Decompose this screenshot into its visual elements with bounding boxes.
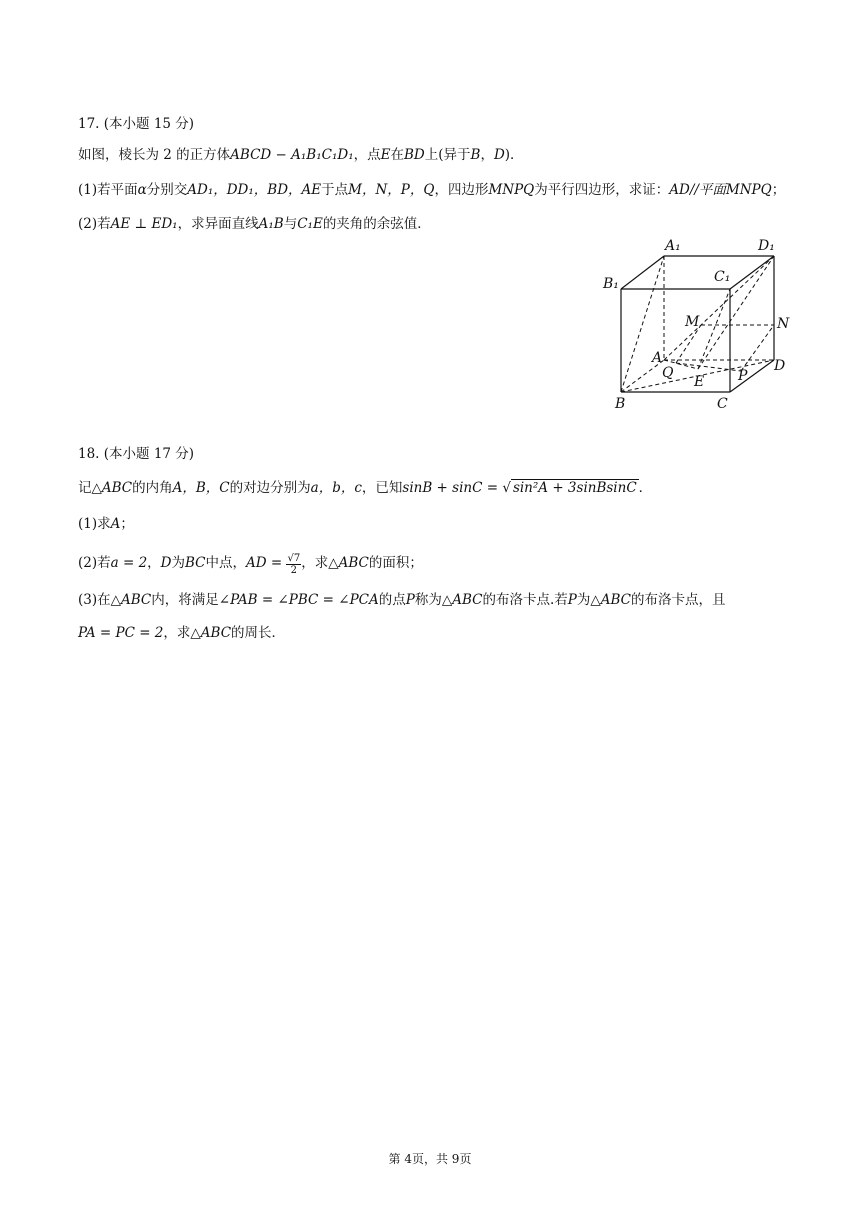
q17-p2-b: ，求异面直线	[177, 216, 259, 232]
q17-part2	[78, 215, 431, 233]
edge-b1a1	[621, 256, 664, 289]
q18-p3-g: 的布洛卡点，且	[631, 592, 726, 608]
q18-abc: ABC	[101, 480, 133, 496]
label-b: B	[615, 396, 626, 412]
q17-p1-goal: AD//平面MNPQ	[669, 182, 772, 198]
label-c: C	[717, 396, 728, 412]
q18-fraction	[286, 553, 301, 576]
q18-stem-d: ，已知	[361, 480, 403, 496]
label-p: P	[738, 368, 748, 384]
line-a1b	[621, 256, 664, 392]
q17-p2-l1: A₁B	[258, 216, 284, 232]
q18-p1-end: ；	[120, 516, 134, 532]
q17-part1	[78, 181, 785, 199]
page-footer: 第 4页，共 9页	[388, 1152, 472, 1166]
q17-p1-end: ；	[771, 182, 786, 198]
label-m: M	[685, 314, 700, 330]
q18-given-lhs: sinB + sinC =	[402, 480, 503, 496]
line-ed1	[698, 256, 774, 369]
q18-frac-num: √7	[287, 553, 301, 564]
q18-stem-c: 的对边分别为	[229, 480, 311, 496]
q17-p1-planes: AD₁，DD₁，BD，AE	[187, 182, 322, 198]
q18-p3-p-1: P	[405, 592, 415, 608]
q18-header: 18. (本小题 17 分)	[78, 446, 195, 462]
q17-stem-text-c: 在	[390, 147, 404, 163]
q18-angles: A，B，C	[172, 480, 230, 496]
q17-header: 17. (本小题 15 分)	[78, 116, 195, 132]
q18-p3-c: 的点	[378, 592, 406, 608]
q18-part3-line2	[78, 624, 285, 642]
q18-p2-c: 为	[171, 555, 185, 571]
q17-sep: ，	[480, 147, 494, 163]
q17-p2-l2: C₁E	[297, 216, 323, 232]
line-c1e	[698, 289, 730, 369]
q17-stem-text-a: 如图，棱长为 2 的正方体	[78, 147, 231, 163]
line-qp	[676, 363, 741, 371]
q17-alpha: α	[137, 182, 147, 198]
q18-p3-p-2: P	[567, 592, 577, 608]
q18-p3-abc-1: ABC	[121, 592, 152, 608]
q18-p2-a: (2)若	[78, 555, 111, 571]
q18-p1-var: A	[110, 516, 121, 532]
q18-p2-e: ，求△	[301, 555, 339, 571]
q18-p3-e: 的布洛卡点.若	[482, 592, 568, 608]
label-a: A	[652, 350, 663, 366]
q17-stem-text-b: ，点	[353, 147, 381, 163]
q17-p1-quad: MNPQ	[488, 182, 535, 198]
q18-p3-abc-4: ABC	[200, 625, 232, 641]
q18-sides: a，b，c	[310, 480, 362, 496]
q17-point-e: E	[380, 147, 391, 163]
label-c1: C₁	[714, 269, 731, 285]
label-a1: A₁	[665, 238, 681, 254]
q17-p1-e: 为平行四边形，求证：	[534, 182, 670, 198]
q18-part1	[78, 515, 134, 533]
q18-p2-abc: ABC	[338, 555, 369, 571]
q17-p2-a: (2)若	[78, 216, 111, 232]
q18-p2-d-point: D	[160, 555, 172, 571]
label-q: Q	[662, 365, 674, 381]
q18-stem-b: 的内角	[132, 480, 173, 496]
q17-stem-text-e: )．	[504, 147, 524, 163]
q18-p2-d: 中点，	[205, 555, 247, 571]
q18-given-radicand: sin²A + 3sinBsinC	[512, 480, 637, 496]
line-qm	[676, 325, 701, 363]
q18-p3-abc-2: ABC	[452, 592, 483, 608]
q18-p3-i: ，求△	[163, 625, 201, 641]
q17-b: B	[470, 147, 481, 163]
q18-p2-a-eq: a = 2	[110, 555, 148, 571]
q18-p3-j: 的周长．	[231, 625, 286, 641]
label-e: E	[694, 374, 705, 390]
q18-p3-h: PA = PC = 2	[78, 625, 164, 641]
label-b1: B₁	[603, 276, 619, 292]
q17-seg-bd: BD	[403, 147, 425, 163]
q18-p3-b: 内，将满足	[151, 592, 219, 608]
q18-p2-b: ，	[147, 555, 161, 571]
q18-p3-d: 称为△	[414, 592, 453, 608]
q18-p3-abc-3: ABC	[600, 592, 632, 608]
label-n: N	[777, 316, 790, 332]
cube-figure	[598, 232, 798, 412]
q18-stem-e: ．	[638, 480, 653, 496]
q18-p1-text: (1)求	[78, 516, 111, 532]
q17-p1-b: 分别交	[146, 182, 188, 198]
q18-stem-a: 记△	[78, 480, 102, 496]
q17-p1-a: (1)若平面	[78, 182, 138, 198]
q18-p3-f: 为△	[576, 592, 601, 608]
q17-p1-c: 于点	[321, 182, 349, 198]
q17-solid: ABCD − A₁B₁C₁D₁	[230, 147, 354, 163]
q18-p2-f: 的面积；	[368, 555, 423, 571]
q18-p2-bc: BC	[185, 555, 206, 571]
q18-p3-a: (3)在△	[78, 592, 122, 608]
q17-p2-d: 的夹角的余弦值．	[322, 216, 431, 232]
q18-p2-ad: AD =	[246, 555, 287, 571]
q18-sqrt-sign: √	[502, 480, 511, 496]
q18-part2	[78, 553, 423, 576]
q17-stem-text-d: 上(异于	[424, 147, 471, 163]
q17-p2-c: 与	[283, 216, 298, 232]
label-d1: D₁	[758, 238, 775, 254]
edge-c1d1	[730, 256, 774, 289]
q17-stem	[78, 146, 524, 164]
q17-p1-points: M，N，P，Q	[348, 182, 435, 198]
label-d: D	[774, 358, 786, 374]
q18-stem	[78, 479, 652, 497]
q18-part3-line1	[78, 591, 726, 609]
q17-d: D	[493, 147, 505, 163]
q18-frac-den: 2	[290, 565, 298, 576]
q17-p1-d: ，四边形	[434, 182, 489, 198]
q18-p3-angles: ∠PAB = ∠PBC = ∠PCA	[218, 592, 379, 608]
q17-p2-cond: AE ⊥ ED₁	[110, 216, 178, 232]
